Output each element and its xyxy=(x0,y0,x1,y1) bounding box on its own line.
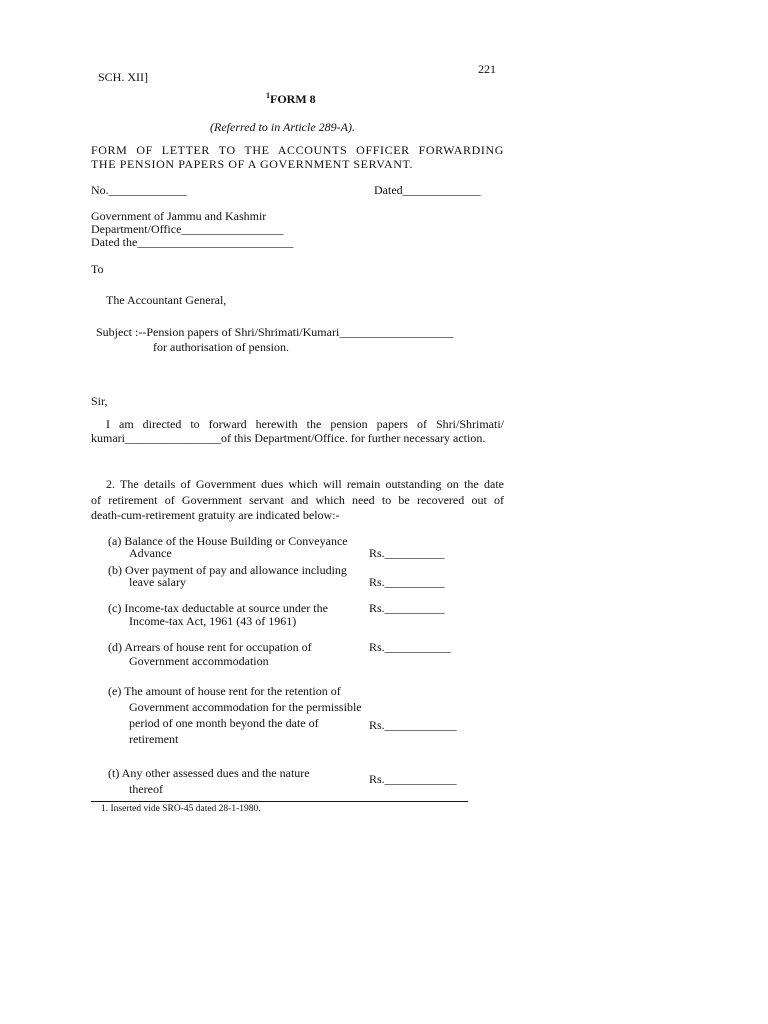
schedule-label: SCH. XII] xyxy=(98,70,148,84)
due-e-line2: Government accommodation for the permissible xyxy=(129,700,362,714)
sender-date-blank: __________________________ xyxy=(137,235,294,249)
para2-line3: death-cum-retirement gratuity are indicated below:- xyxy=(91,508,340,522)
due-b-amount: Rs.__________ xyxy=(369,575,445,589)
para1-kumari: kumari xyxy=(91,431,125,445)
due-c-line2: Income-tax Act, 1961 (43 of 1961) xyxy=(129,614,297,628)
form-heading-line2: THE PENSION PAPERS OF A GOVERNMENT SERVANT. xyxy=(91,157,414,171)
dated-blank: _____________ xyxy=(402,183,481,197)
form-title xyxy=(266,92,316,106)
due-e-line1: (e) The amount of house rent for the retention of xyxy=(108,684,341,698)
para1-line2 xyxy=(91,431,485,445)
due-a-amount: Rs.__________ xyxy=(369,546,445,560)
footnote-text: 1. Inserted vide SRO-45 dated 28-1-1980. xyxy=(101,804,261,814)
para2-line2: of retirement of Government servant and which need to be recovered out of xyxy=(91,493,504,507)
para1-line1: I am directed to forward herewith the pension papers of Shri/Shrimati/ xyxy=(106,417,504,431)
form-heading-line1: FORM OF LETTER TO THE ACCOUNTS OFFICER FORWARDING xyxy=(91,143,504,157)
subject-blank: ___________________ xyxy=(339,325,454,339)
due-t-line2: thereof xyxy=(129,782,163,796)
sender-department-label: Department/Office xyxy=(91,222,182,236)
para2-line1: 2. The details of Government dues which will remain outstanding on the date xyxy=(106,477,504,491)
sender-government: Government of Jammu and Kashmir xyxy=(91,209,267,223)
footnote-rule xyxy=(91,801,468,802)
due-d-amount: Rs.___________ xyxy=(369,640,451,654)
due-c-amount: Rs.__________ xyxy=(369,601,445,615)
dated-label: Dated xyxy=(374,183,403,197)
sender-date-label: Dated the xyxy=(91,235,138,249)
sender-department-blank: _________________ xyxy=(181,222,284,236)
para1-blank: ________________ xyxy=(125,431,221,445)
subject-line2: for authorisation of pension. xyxy=(153,340,289,354)
para1-suffix: of this Department/Office. for further necessary action. xyxy=(221,431,486,445)
page-number: 221 xyxy=(478,62,496,76)
due-d-line1: (d) Arrears of house rent for occupation of xyxy=(108,640,312,654)
sender-date xyxy=(91,235,293,249)
addressee-name: The Accountant General, xyxy=(106,293,227,307)
due-t-amount: Rs.____________ xyxy=(369,772,457,786)
due-e-line3: period of one month beyond the date of xyxy=(129,716,319,730)
sender-department xyxy=(91,222,283,236)
form-title-text: FORM 8 xyxy=(270,92,316,106)
no-field xyxy=(91,183,187,197)
due-c-line1: (c) Income-tax deductable at source under the xyxy=(108,601,328,615)
no-blank: _____________ xyxy=(108,183,187,197)
due-b-line1: (b) Over payment of pay and allowance including xyxy=(108,563,347,577)
due-d-line2: Government accommodation xyxy=(129,654,269,668)
footnote-marker: 1 xyxy=(266,91,270,100)
subject-label: Subject :--Pension papers of Shri/Shrimati/Kumari xyxy=(96,325,340,339)
dated-field xyxy=(374,183,481,197)
salutation: Sir, xyxy=(91,394,108,408)
due-e-line4: retirement xyxy=(129,732,179,746)
subject-line1 xyxy=(96,325,453,339)
due-t-line1: (t) Any other assessed dues and the nature xyxy=(108,766,310,780)
due-a-line1: (a) Balance of the House Building or Conveyance xyxy=(108,534,348,548)
due-a-line2: Advance xyxy=(129,546,172,560)
due-e-amount: Rs.____________ xyxy=(369,718,457,732)
form-reference: (Referred to in Article 289-A). xyxy=(210,120,355,134)
addressee-to: To xyxy=(91,262,104,276)
no-label: No. xyxy=(91,183,109,197)
due-b-line2: leave salary xyxy=(129,575,186,589)
